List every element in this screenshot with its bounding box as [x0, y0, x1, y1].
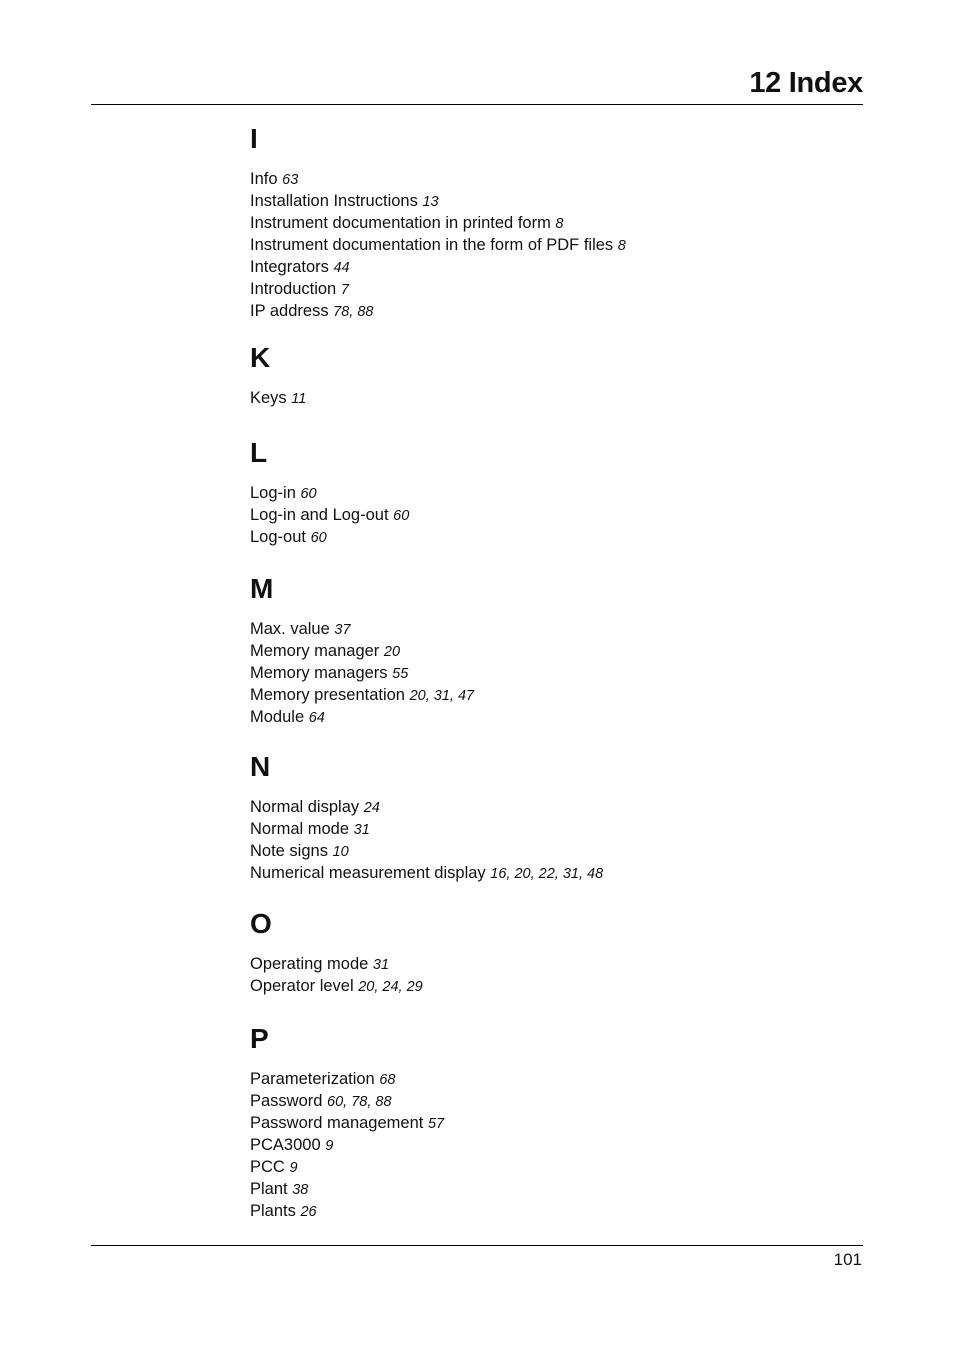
entry-term: Password — [250, 1092, 323, 1110]
entry-pages: 64 — [308, 710, 325, 726]
section-letter: L — [250, 437, 268, 468]
section-letter: I — [250, 123, 258, 154]
entry-pages: 63 — [282, 172, 299, 188]
index-entry — [250, 1201, 444, 1223]
index-entry — [250, 505, 409, 527]
index-entry — [250, 976, 423, 998]
entry-term: Normal display — [250, 798, 360, 816]
entry-term: IP address — [250, 302, 329, 320]
index-entry — [250, 301, 626, 323]
section-letter: M — [250, 573, 274, 604]
index-section-l — [250, 437, 409, 549]
index-entry — [250, 619, 474, 641]
entry-term: Parameterization — [250, 1070, 375, 1088]
entry-pages: 24 — [363, 800, 380, 816]
entry-pages: 57 — [427, 1116, 445, 1132]
section-letter: O — [250, 908, 272, 939]
entry-term: Log-in and Log-out — [250, 506, 389, 524]
entry-term: Operator level — [250, 977, 354, 995]
entry-pages: 60, 78, 88 — [327, 1094, 392, 1110]
index-entry — [250, 169, 626, 191]
entry-pages: 10 — [332, 844, 349, 860]
entry-pages: 26 — [300, 1204, 317, 1220]
index-entry — [250, 279, 626, 301]
section-letter: P — [250, 1023, 269, 1054]
index-section-k — [250, 342, 306, 410]
entry-term: Numerical measurement display — [250, 864, 486, 882]
entry-term: Max. value — [250, 620, 330, 638]
entry-term: Plant — [250, 1180, 288, 1198]
entry-pages: 9 — [289, 1160, 298, 1176]
entry-term: Memory presentation — [250, 686, 405, 704]
page-number: 101 — [833, 1250, 862, 1269]
page-header-title: 12 Index — [749, 67, 863, 99]
index-entry — [250, 841, 603, 863]
entry-pages: 60 — [310, 530, 327, 546]
entry-pages: 38 — [292, 1182, 309, 1198]
entry-term: Plants — [250, 1202, 296, 1220]
index-entry — [250, 235, 626, 257]
entry-term: Operating mode — [250, 955, 369, 973]
header-rule — [91, 104, 863, 105]
entry-pages: 20, 24, 29 — [358, 979, 423, 995]
entry-pages: 31 — [353, 822, 370, 838]
entry-pages: 11 — [291, 391, 307, 407]
entry-term: Introduction — [250, 280, 337, 298]
entry-term: Log-in — [250, 484, 296, 502]
index-entry — [250, 527, 409, 549]
entry-term: Installation Instructions — [250, 192, 418, 210]
entry-term: Memory managers — [250, 664, 388, 682]
index-section-o — [250, 908, 423, 998]
index-entry — [250, 641, 474, 663]
entry-pages: 13 — [422, 194, 439, 210]
index-entry — [250, 1091, 444, 1113]
entry-term: Module — [250, 708, 305, 726]
index-entry — [250, 213, 626, 235]
entry-term: Info — [250, 170, 278, 188]
index-entry — [250, 1069, 444, 1091]
index-section-n — [250, 751, 603, 885]
index-entry — [250, 191, 626, 213]
entry-term: Integrators — [250, 258, 329, 276]
index-entry — [250, 685, 474, 707]
entry-pages: 20, 31, 47 — [409, 688, 475, 704]
index-entry — [250, 483, 409, 505]
entry-term: Log-out — [250, 528, 306, 546]
index-entry — [250, 1113, 444, 1135]
index-entry — [250, 257, 626, 279]
index-entry — [250, 863, 603, 885]
entry-term: Instrument documentation in the form of PDF files — [250, 236, 614, 254]
index-entry — [250, 663, 474, 685]
entry-term: Normal mode — [250, 820, 350, 838]
entry-pages: 16, 20, 22, 31, 48 — [490, 866, 604, 882]
entry-term: Password management — [250, 1114, 424, 1132]
index-entry — [250, 1135, 444, 1157]
index-entry — [250, 1157, 444, 1179]
entry-pages: 8 — [617, 238, 626, 254]
entry-term: Memory manager — [250, 642, 380, 660]
entry-pages: 68 — [379, 1072, 396, 1088]
entry-pages: 7 — [340, 282, 349, 298]
entry-pages: 44 — [333, 260, 350, 276]
entry-term: Keys — [250, 389, 287, 407]
entry-pages: 20 — [383, 644, 401, 660]
section-letter: N — [250, 751, 271, 782]
footer-rule — [91, 1245, 863, 1246]
entry-term: PCC — [250, 1158, 285, 1176]
entry-pages: 60 — [300, 486, 317, 502]
index-entry — [250, 707, 474, 729]
entry-pages: 9 — [325, 1138, 334, 1154]
index-entry — [250, 388, 306, 410]
index-entry — [250, 819, 603, 841]
entry-term: Instrument documentation in printed form — [250, 214, 551, 232]
index-section-i — [250, 123, 626, 323]
entry-pages: 60 — [393, 508, 410, 524]
entry-pages: 31 — [372, 957, 390, 973]
entry-pages: 55 — [392, 666, 409, 682]
entry-pages: 37 — [334, 622, 351, 638]
entry-pages: 8 — [555, 216, 564, 232]
index-entry — [250, 1179, 444, 1201]
section-letter: K — [250, 342, 271, 373]
index-entry — [250, 954, 423, 976]
index-section-p — [250, 1023, 444, 1223]
entry-pages: 78, 88 — [333, 304, 374, 320]
index-section-m — [250, 573, 474, 729]
entry-term: Note signs — [250, 842, 328, 860]
entry-term: PCA3000 — [250, 1136, 321, 1154]
index-entry — [250, 797, 603, 819]
